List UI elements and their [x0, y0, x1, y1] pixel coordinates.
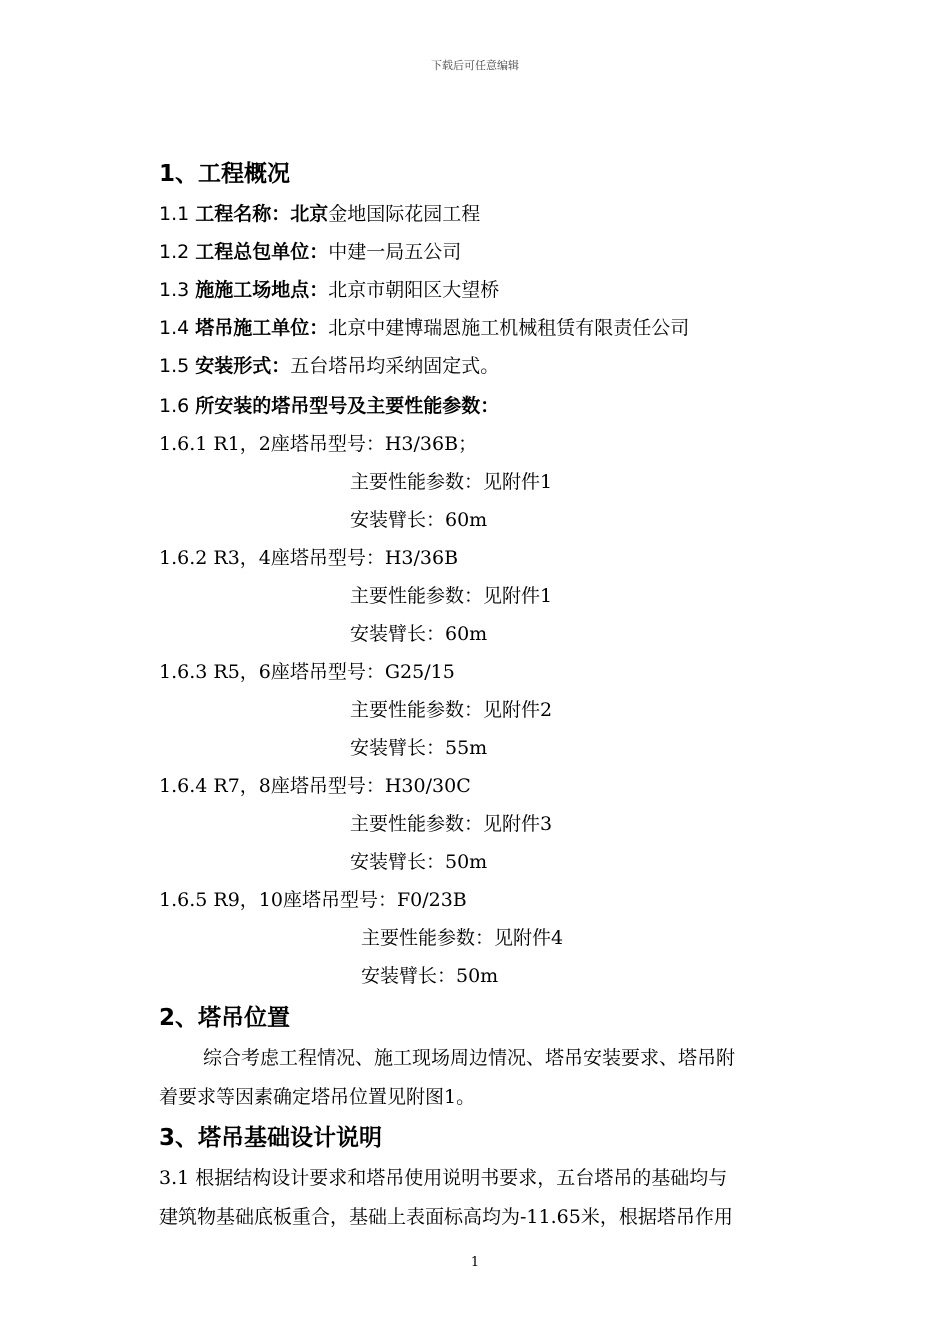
- section-2-para-line2: 着要求等因素确定塔吊位置见附图1。: [159, 1086, 476, 1108]
- item-label: 施施工场地点：: [195, 279, 329, 301]
- section-2-title: 2、塔吊位置: [159, 1005, 291, 1031]
- item-1-1: [159, 205, 480, 224]
- item-bold-value: 北京: [290, 203, 329, 225]
- crane-2-arm: 安装臂长：60m: [350, 623, 488, 645]
- crane-4-arm: 安装臂长：50m: [350, 851, 488, 873]
- item-value: 北京市朝阳区大望桥: [328, 279, 500, 301]
- item-num: 1.4: [159, 317, 190, 339]
- item-num: 1.3: [159, 279, 190, 301]
- item-1-6: [159, 397, 499, 416]
- crane-3-params: 主要性能参数：见附件2: [350, 699, 553, 721]
- section-3-para-line1: 3.1 根据结构设计要求和塔吊使用说明书要求，五台塔吊的基础均与: [159, 1167, 728, 1189]
- crane-1-model: 1.6.1 R1，2座塔吊型号：H3/36B；: [159, 433, 478, 455]
- crane-4-params: 主要性能参数：见附件3: [350, 813, 553, 835]
- item-num: 1.2: [159, 241, 190, 263]
- item-1-4: [159, 319, 689, 338]
- item-label: 安装形式：: [195, 355, 291, 377]
- crane-3-model: 1.6.3 R5，6座塔吊型号：G25/15: [159, 661, 455, 683]
- page-number: 1: [470, 1255, 480, 1270]
- item-value: 金地国际花园工程: [328, 203, 481, 225]
- crane-3-arm: 安装臂长：55m: [350, 737, 488, 759]
- item-label: 工程总包单位：: [195, 241, 329, 263]
- crane-1-params: 主要性能参数：见附件1: [350, 471, 553, 493]
- section-3-title: 3、塔吊基础设计说明: [159, 1125, 383, 1151]
- item-value: 中建一局五公司: [328, 241, 462, 263]
- item-1-3: [159, 281, 499, 300]
- item-label: 工程名称：: [195, 203, 291, 225]
- item-label: 所安装的塔吊型号及主要性能参数：: [195, 395, 500, 417]
- item-value: 北京中建博瑞恩施工机械租赁有限责任公司: [328, 317, 690, 339]
- item-value: 五台塔吊均采纳固定式。: [290, 355, 500, 377]
- crane-2-params: 主要性能参数：见附件1: [350, 585, 553, 607]
- crane-5-params: 主要性能参数：见附件4: [361, 927, 564, 949]
- section-3-para-line2: 建筑物基础底板重合，基础上表面标高均为-11.65米，根据塔吊作用: [159, 1206, 733, 1228]
- section-2-para-line1: 综合考虑工程情况、施工现场周边情况、塔吊安装要求、塔吊附: [203, 1047, 736, 1069]
- item-num: 1.6: [159, 395, 190, 417]
- crane-2-model: 1.6.2 R3，4座塔吊型号：H3/36B: [159, 547, 459, 569]
- item-1-2: [159, 243, 461, 262]
- item-1-5: [159, 357, 499, 376]
- crane-5-model: 1.6.5 R9，10座塔吊型号：F0/23B: [159, 889, 467, 911]
- item-label: 塔吊施工单位：: [195, 317, 329, 339]
- crane-5-arm: 安装臂长：50m: [361, 965, 499, 987]
- crane-1-arm: 安装臂长：60m: [350, 509, 488, 531]
- item-num: 1.1: [159, 203, 190, 225]
- item-num: 1.5: [159, 355, 190, 377]
- page-header: 下载后可任意编辑: [431, 59, 519, 72]
- section-1-title: 1、工程概况: [159, 161, 291, 187]
- crane-4-model: 1.6.4 R7，8座塔吊型号：H30/30C: [159, 775, 471, 797]
